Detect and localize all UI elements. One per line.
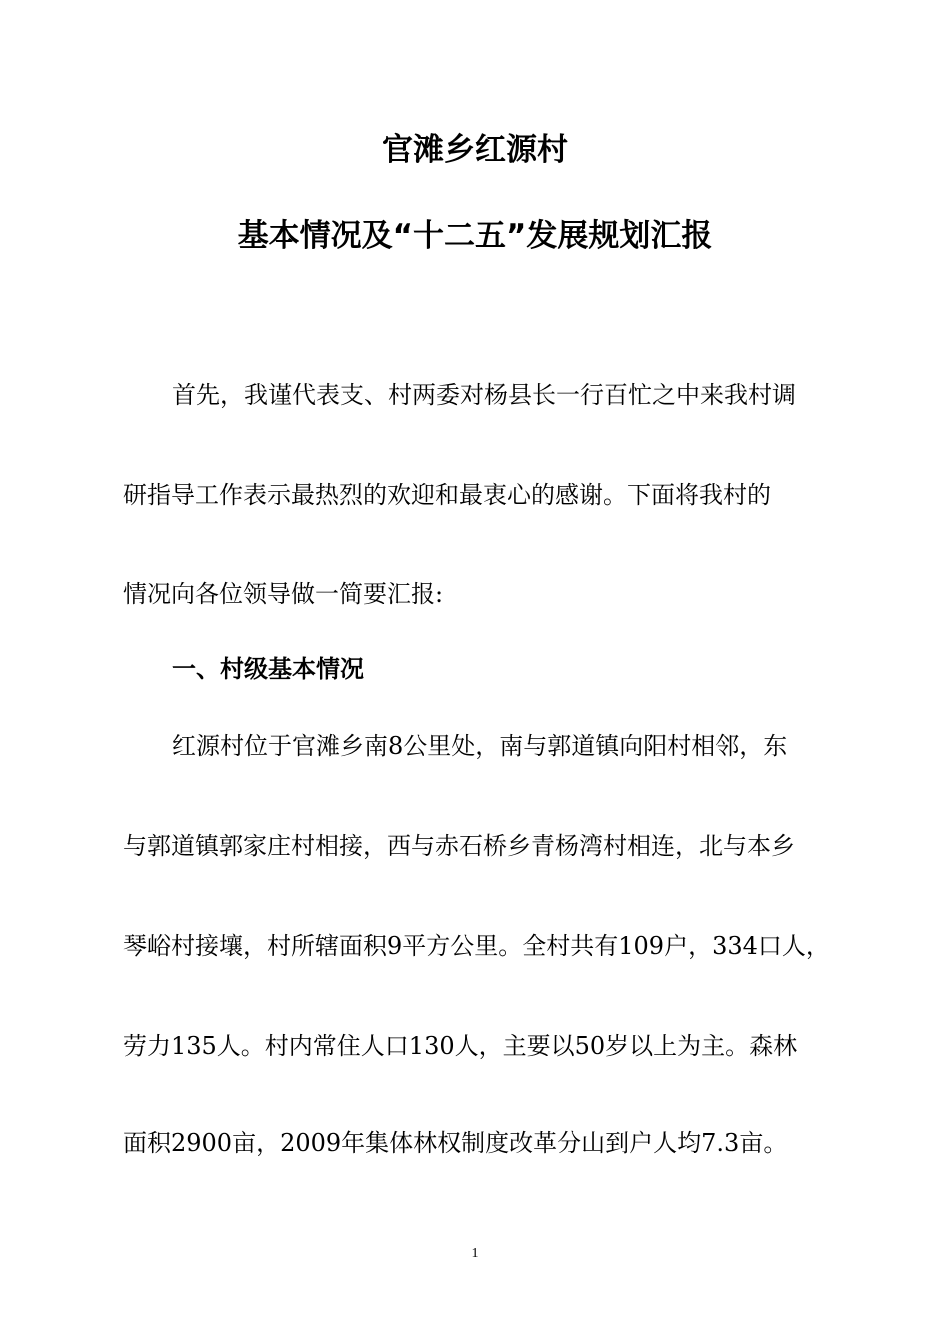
section-paragraph-line-3: 琴峪村接壤，村所辖面积9平方公里。全村共有109户，334口人， bbox=[123, 932, 830, 960]
intro-paragraph-line-3: 情况向各位领导做一简要汇报: bbox=[123, 580, 444, 608]
section-paragraph-line-2: 与郭道镇郭家庄村相接，西与赤石桥乡青杨湾村相连，北与本乡 bbox=[123, 832, 795, 860]
section-paragraph-line-4: 劳力135人。村内常住人口130人，主要以50岁以上为主。森林 bbox=[123, 1032, 798, 1060]
document-title: 官滩乡红源村 bbox=[382, 132, 568, 168]
intro-paragraph-line-2: 研指导工作表示最热烈的欢迎和最衷心的感谢。下面将我村的 bbox=[123, 481, 771, 509]
section-heading: 一、村级基本情况 bbox=[172, 655, 364, 683]
page-number: 1 bbox=[471, 1246, 479, 1261]
section-paragraph-line-5: 面积2900亩，2009年集体林权制度改革分山到户人均7.3亩。 bbox=[123, 1129, 788, 1157]
intro-paragraph-line-1: 首先，我谨代表支、村两委对杨县长一行百忙之中来我村调 bbox=[172, 381, 796, 409]
section-paragraph-line-1: 红源村位于官滩乡南8公里处，南与郭道镇向阳村相邻，东 bbox=[172, 732, 788, 760]
document-subtitle: 基本情况及“十二五”发展规划汇报 bbox=[237, 218, 713, 254]
